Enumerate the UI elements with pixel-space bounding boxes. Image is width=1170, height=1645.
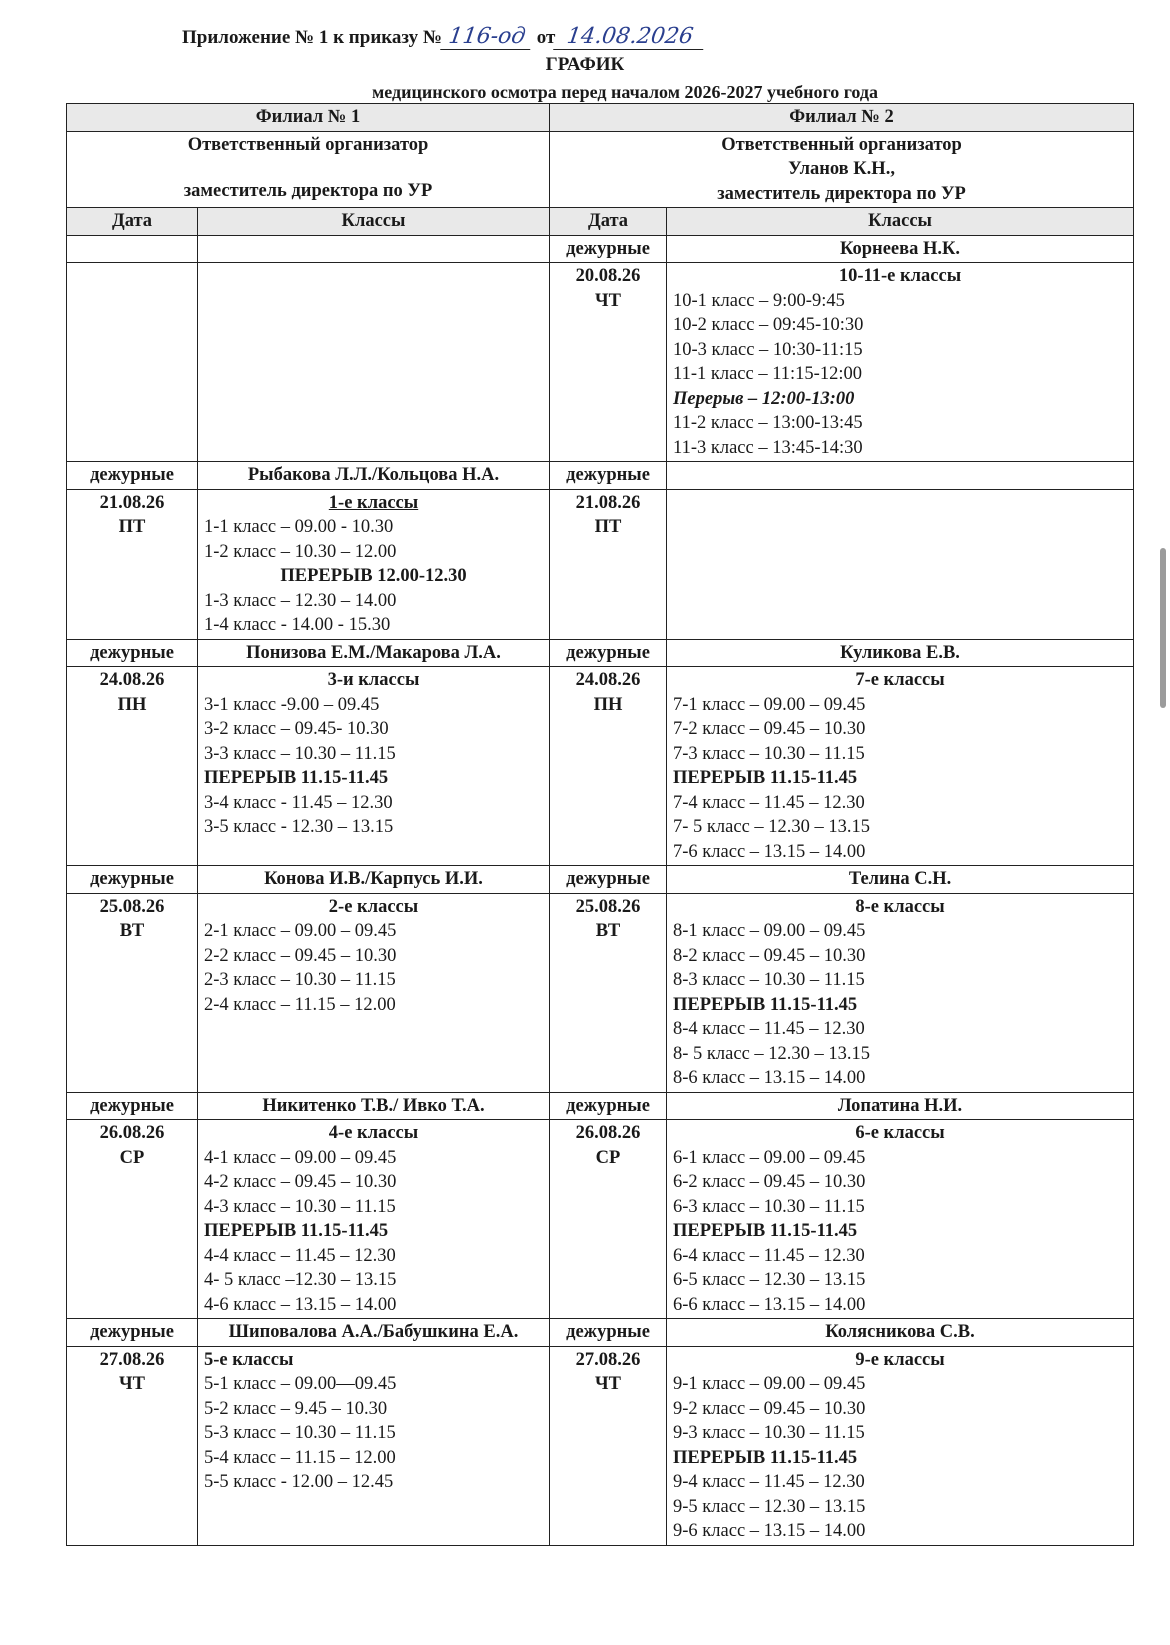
b1-date-cell: [67, 1346, 198, 1545]
b2-classes-cell: [667, 1120, 1134, 1319]
b2-duty-names-empty: [667, 462, 1134, 490]
b2-date-cell: [550, 489, 667, 639]
break-slot: ПЕРЕРЫВ 11.15-11.45: [673, 1221, 858, 1241]
slot: 2-1 класс – 09.00 – 09.45: [204, 921, 397, 941]
b1-date-empty: [67, 263, 198, 462]
b2-duty-label: дежурные: [550, 866, 667, 894]
slot: 5-5 класс - 12.00 – 12.45: [204, 1472, 394, 1492]
b2-duty-names: Лопатина Н.И.: [667, 1092, 1134, 1120]
slot: 6-5 класс – 12.30 – 13.15: [673, 1270, 866, 1290]
slot: 3-4 класс - 11.45 – 12.30: [204, 792, 393, 813]
duty-row: [67, 462, 1134, 490]
slot: 7-6 класс – 13.15 – 14.00: [673, 841, 866, 862]
b1-classes-cell: [198, 489, 550, 639]
class-group-title: 3-и классы: [327, 670, 420, 690]
schedule-row: [67, 263, 1134, 462]
b1-date-cell: [67, 1120, 198, 1319]
date: 20.08.26: [575, 266, 641, 286]
slot: 5-1 класс – 09.00—09.45: [204, 1374, 397, 1394]
duty-row: [67, 1092, 1134, 1120]
class-group-title: 4-е классы: [328, 1123, 419, 1143]
slot: 3-5 класс - 12.30 – 13.15: [204, 817, 394, 837]
column-header-row: [67, 208, 1134, 236]
slot: 11-3 класс – 13:45-14:30: [673, 437, 863, 458]
duty-row: [67, 1319, 1134, 1347]
b2-date-cell: [550, 893, 667, 1092]
branch2-organizer-label: Ответственный организатор: [721, 134, 962, 155]
b1-duty-empty: [67, 235, 198, 263]
b2-duty-label: дежурные: [550, 235, 667, 263]
slot: 4- 5 класс –12.30 – 13.15: [204, 1270, 397, 1290]
handwritten-order-date: 14.08.2026: [554, 24, 708, 50]
slot: 3-2 класс – 09.45- 10.30: [204, 719, 389, 739]
slot: 10-1 класс – 9:00-9:45: [673, 290, 845, 311]
branch1-organizer-label: Ответственный организатор: [187, 134, 429, 155]
weekday: ПТ: [118, 517, 146, 537]
date: 27.08.26: [99, 1349, 165, 1370]
date: 27.08.26: [575, 1349, 641, 1370]
class-group-title: 7-е классы: [855, 670, 945, 690]
b2-duty-names: Корнеева Н.К.: [667, 235, 1134, 263]
weekday: ПН: [117, 694, 147, 715]
slot: 4-2 класс – 09.45 – 10.30: [204, 1172, 397, 1192]
slot: 11-2 класс – 13:00-13:45: [673, 413, 863, 433]
slot: 4-6 класс – 13.15 – 14.00: [204, 1294, 397, 1315]
slot: 4-3 класс – 10.30 – 11.15: [204, 1196, 396, 1217]
b1-classes-cell: [198, 893, 550, 1092]
branch2-organizer: [550, 131, 1134, 208]
break-slot: ПЕРЕРЫВ 11.15-11.45: [204, 1221, 389, 1241]
class-group-title: 8-е классы: [855, 896, 945, 917]
slot: 6-3 класс – 10.30 – 11.15: [673, 1196, 865, 1217]
schedule-row: [67, 667, 1134, 866]
class-group-title: 2-е классы: [328, 896, 419, 917]
b2-duty-label: дежурные: [550, 639, 667, 667]
date: 21.08.26: [575, 492, 641, 513]
b1-duty-label: дежурные: [67, 1319, 198, 1347]
class-group-title: 5-е классы: [204, 1349, 294, 1370]
document-title: ГРАФИК: [545, 54, 625, 75]
branch2-organizer-position: заместитель директора по УР: [717, 183, 966, 204]
date: 24.08.26: [575, 670, 641, 690]
b1-classes-cell: [198, 1346, 550, 1545]
slot: 10-2 класс – 09:45-10:30: [673, 315, 864, 335]
b1-duty-label: дежурные: [67, 1092, 198, 1120]
slot: 2-2 класс – 09.45 – 10.30: [204, 945, 397, 966]
b1-classes-empty: [198, 263, 550, 462]
weekday: ВТ: [119, 921, 145, 941]
slot: 5-2 класс – 9.45 – 10.30: [204, 1398, 388, 1419]
slot: 1-3 класс – 12.30 – 14.00: [204, 590, 397, 611]
b2-classes-empty: [667, 489, 1134, 639]
branch1-organizer-name: [73, 157, 543, 179]
order-reference: [182, 24, 705, 50]
date: 24.08.26: [99, 670, 165, 690]
slot: 9-2 класс – 09.45 – 10.30: [673, 1398, 866, 1419]
slot: 4-1 класс – 09.00 – 09.45: [204, 1147, 397, 1168]
slot: 11-1 класс – 11:15-12:00: [673, 364, 862, 384]
break-slot: ПЕРЕРЫВ 11.15-11.45: [204, 768, 389, 788]
class-group-title: 9-е классы: [855, 1349, 945, 1370]
slot: 7-1 класс – 09.00 – 09.45: [673, 694, 866, 715]
slot: 2-4 класс – 11.15 – 12.00: [204, 994, 396, 1015]
weekday: СР: [595, 1147, 621, 1168]
b1-date-cell: [67, 489, 198, 639]
b2-date-cell: [550, 1120, 667, 1319]
b1-col-date: Дата: [67, 208, 198, 236]
handwritten-order-number: 116-од: [440, 24, 534, 50]
class-group-title: 10-11-е классы: [838, 266, 962, 286]
class-group-title: 1-е классы: [328, 492, 419, 513]
appendix-label: Приложение № 1 к приказу №: [182, 27, 443, 48]
slot: 3-1 класс -9.00 – 09.45: [204, 694, 380, 715]
b1-duty-names: Рыбакова Л.Л./Кольцова Н.А.: [198, 462, 550, 490]
date: 25.08.26: [575, 896, 641, 917]
branch2-organizer-name: Уланов К.Н.,: [788, 159, 895, 179]
branch1-organizer: [67, 131, 550, 208]
break-slot: ПЕРЕРЫВ 12.00-12.30: [280, 566, 467, 586]
slot: 2-3 класс – 10.30 – 11.15: [204, 970, 396, 990]
slot: 6-1 класс – 09.00 – 09.45: [673, 1147, 866, 1168]
b1-duty-names: Понизова Е.М./Макарова Л.А.: [198, 639, 550, 667]
weekday: ПН: [593, 694, 623, 715]
b2-date-cell: [550, 667, 667, 866]
schedule-row: [67, 1346, 1134, 1545]
branch1-name: Филиал № 1: [67, 104, 550, 132]
slot: 7-2 класс – 09.45 – 10.30: [673, 719, 866, 739]
slot: 8-2 класс – 09.45 – 10.30: [673, 945, 866, 966]
b1-duty-names-empty: [198, 235, 550, 263]
slot: 6-6 класс – 13.15 – 14.00: [673, 1294, 866, 1315]
b1-date-cell: [67, 893, 198, 1092]
duty-row: [67, 235, 1134, 263]
slot: 8-3 класс – 10.30 – 11.15: [673, 970, 865, 990]
schedule-row: [67, 489, 1134, 639]
b2-classes-cell: [667, 667, 1134, 866]
slot: 8- 5 класс – 12.30 – 13.15: [673, 1043, 871, 1064]
weekday: ВТ: [595, 921, 621, 941]
branch2-name: Филиал № 2: [550, 104, 1134, 132]
duty-row: [67, 639, 1134, 667]
b2-duty-names: Телина С.Н.: [667, 866, 1134, 894]
slot: 9-4 класс – 11.45 – 12.30: [673, 1472, 865, 1492]
b2-col-classes: Классы: [667, 208, 1134, 236]
slot: 6-2 класс – 09.45 – 10.30: [673, 1172, 866, 1192]
from-label: от: [536, 27, 556, 48]
b2-classes-cell: [667, 263, 1134, 462]
slot: 9-3 класс – 10.30 – 11.15: [673, 1423, 865, 1443]
b2-duty-label: дежурные: [550, 1319, 667, 1347]
slot: 10-3 класс – 10:30-11:15: [673, 339, 863, 360]
b2-classes-cell: [667, 893, 1134, 1092]
slot: 9-6 класс – 13.15 – 14.00: [673, 1521, 866, 1541]
document-subtitle: медицинского осмотра перед началом 2026-2027 учебного года: [371, 82, 879, 102]
date: 21.08.26: [99, 492, 165, 513]
slot: 8-6 класс – 13.15 – 14.00: [673, 1068, 866, 1088]
date: 26.08.26: [99, 1123, 165, 1143]
b2-col-date: Дата: [550, 208, 667, 236]
b1-duty-names: Конова И.В./Карпусь И.И.: [198, 866, 550, 894]
break-slot: Перерыв – 12:00-13:00: [673, 388, 855, 409]
b2-duty-label: дежурные: [550, 462, 667, 490]
weekday: СР: [119, 1147, 145, 1168]
weekday: ПТ: [594, 517, 622, 537]
b1-classes-cell: [198, 667, 550, 866]
slot: 1-2 класс – 10.30 – 12.00: [204, 541, 397, 562]
slot: 9-1 класс – 09.00 – 09.45: [673, 1374, 866, 1394]
b1-duty-names: Шиповалова А.А./Бабушкина Е.А.: [198, 1319, 550, 1347]
b2-duty-names: Куликова Е.В.: [667, 639, 1134, 667]
page-scrollbar[interactable]: [1160, 548, 1166, 708]
b1-duty-label: дежурные: [67, 462, 198, 490]
break-slot: ПЕРЕРЫВ 11.15-11.45: [673, 768, 858, 788]
schedule-row: [67, 1120, 1134, 1319]
date: 26.08.26: [575, 1123, 641, 1143]
slot: 1-4 класс - 14.00 - 15.30: [204, 615, 391, 635]
weekday: ЧТ: [595, 1374, 621, 1394]
b1-duty-label: дежурные: [67, 639, 198, 667]
branch-header-row: [67, 104, 1134, 132]
slot: 5-3 класс – 10.30 – 11.15: [204, 1423, 396, 1443]
b1-duty-names: Никитенко Т.В./ Ивко Т.А.: [198, 1092, 550, 1120]
date: 25.08.26: [99, 896, 165, 917]
b1-duty-label: дежурные: [67, 866, 198, 894]
slot: 3-3 класс – 10.30 – 11.15: [204, 743, 396, 764]
b2-date-cell: [550, 1346, 667, 1545]
class-group-title: 6-е классы: [855, 1123, 945, 1143]
break-slot: ПЕРЕРЫВ 11.15-11.45: [673, 994, 858, 1015]
slot: 4-4 класс – 11.45 – 12.30: [204, 1245, 396, 1266]
branch1-organizer-position: заместитель директора по УР: [183, 181, 433, 201]
b1-col-classes: Классы: [198, 208, 550, 236]
b1-date-cell: [67, 667, 198, 866]
schedule-row: [67, 893, 1134, 1092]
weekday: ЧТ: [595, 290, 621, 311]
b2-duty-label: дежурные: [550, 1092, 667, 1120]
slot: 9-5 класс – 12.30 – 13.15: [673, 1496, 866, 1517]
weekday: ЧТ: [119, 1374, 145, 1394]
break-slot: ПЕРЕРЫВ 11.15-11.45: [673, 1447, 858, 1468]
slot: 8-1 класс – 09.00 – 09.45: [673, 921, 866, 941]
b1-classes-cell: [198, 1120, 550, 1319]
slot: 5-4 класс – 11.15 – 12.00: [204, 1447, 396, 1468]
slot: 7-4 класс – 11.45 – 12.30: [673, 792, 865, 813]
organizer-row: [67, 131, 1134, 208]
duty-row: [67, 866, 1134, 894]
schedule-table: [66, 103, 1134, 1546]
slot: 6-4 класс – 11.45 – 12.30: [673, 1245, 865, 1266]
slot: 1-1 класс – 09.00 - 10.30: [204, 517, 394, 537]
slot: 7-3 класс – 10.30 – 11.15: [673, 743, 865, 764]
b2-duty-names: Колясникова С.В.: [667, 1319, 1134, 1347]
b2-date-cell: [550, 263, 667, 462]
slot: 8-4 класс – 11.45 – 12.30: [673, 1019, 865, 1039]
b2-classes-cell: [667, 1346, 1134, 1545]
slot: 7- 5 класс – 12.30 – 13.15: [673, 817, 871, 837]
